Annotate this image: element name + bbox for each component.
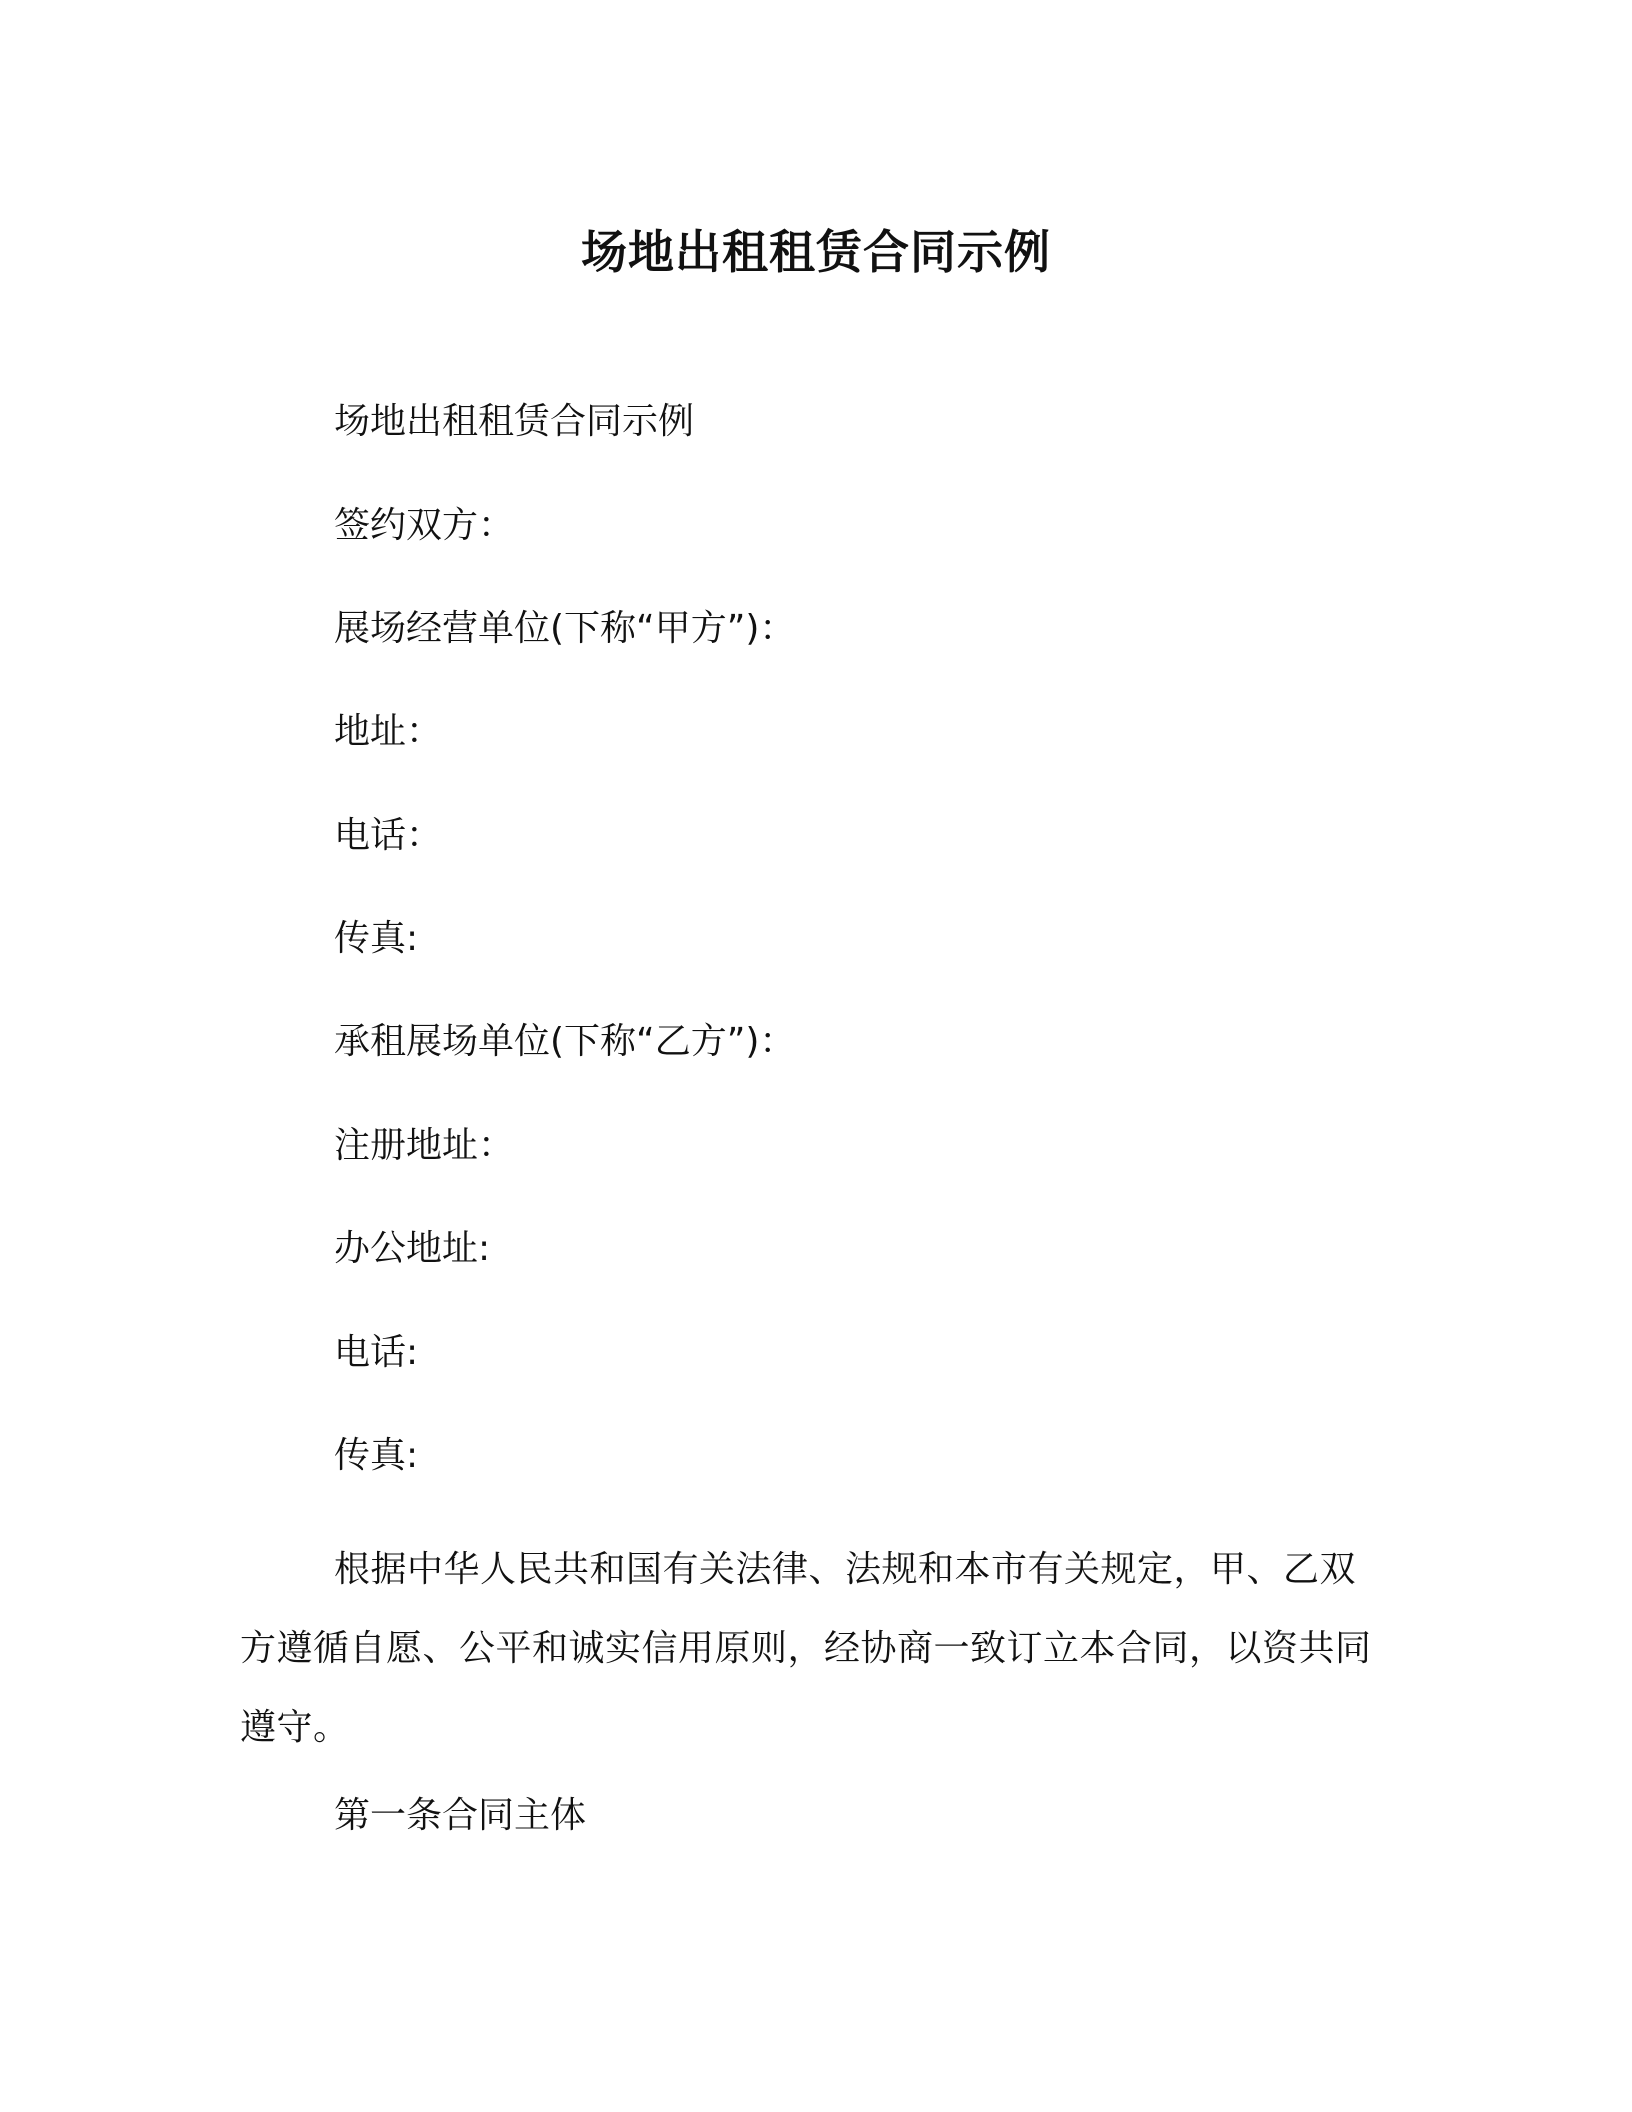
party-b-phone: 电话: bbox=[334, 1332, 419, 1373]
party-b-office-address: 办公地址: bbox=[334, 1228, 491, 1269]
article-1-heading: 第一条合同主体 bbox=[334, 1795, 587, 1836]
parties-heading: 签约双方： bbox=[334, 505, 515, 546]
document-title: 场地出租租赁合同示例 bbox=[581, 225, 1051, 279]
party-a-fax: 传真: bbox=[334, 918, 419, 959]
party-b-registered-address: 注册地址： bbox=[334, 1125, 515, 1166]
party-a-address: 地址： bbox=[334, 711, 443, 752]
party-a-label: 展场经营单位(下称“甲方”)： bbox=[334, 608, 796, 649]
party-b-label: 承租展场单位(下称“乙方”)： bbox=[334, 1021, 796, 1062]
party-a-phone: 电话： bbox=[334, 815, 443, 856]
preamble-paragraph: 根据中华人民共和国有关法律、法规和本市有关规定，甲、乙双方遵循自愿、公平和诚实信用原则，经协商一致订立本合同，以资共同遵守。 bbox=[240, 1549, 1372, 1748]
party-b-fax: 传真: bbox=[334, 1435, 419, 1476]
document-subtitle: 场地出租租赁合同示例 bbox=[334, 401, 695, 442]
